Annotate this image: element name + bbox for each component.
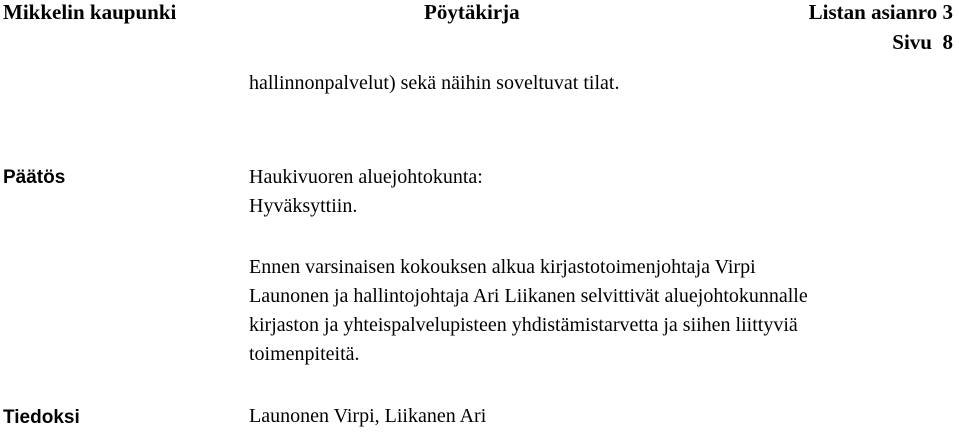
notes-line: Launonen ja hallintojohtaja Ari Liikanen selvittivät aluejohtokunnalle [249, 285, 808, 307]
page-number: 8 [942, 30, 953, 54]
page-indicator [892, 30, 953, 54]
notes-paragraph [249, 253, 808, 369]
info-label: Tiedoksi [3, 407, 80, 428]
notes-line: toimenpiteitä. [249, 343, 360, 365]
info-recipients: Launonen Virpi, Liikanen Ari [249, 405, 487, 427]
notes-line: Ennen varsinaisen kokouksen alkua kirjastotoimenjohtaja Virpi [249, 256, 756, 278]
continuation-line: hallinnonpalvelut) sekä näihin soveltuvat tilat. [249, 72, 620, 94]
decision-line: Haukivuoren aluejohtokunta: [249, 166, 483, 188]
decision-line: Hyväksyttiin. [249, 195, 358, 217]
list-item-number: Listan asianro 3 [808, 0, 953, 24]
decision-label: Päätös [3, 167, 66, 188]
page-label: Sivu [892, 30, 932, 54]
organization-name: Mikkelin kaupunki [3, 0, 177, 24]
notes-line: kirjaston ja yhteispalvelupisteen yhdistämistarvetta ja siihen liittyviä [249, 314, 798, 336]
decision-text [249, 163, 483, 221]
document-type: Pöytäkirja [424, 0, 520, 24]
